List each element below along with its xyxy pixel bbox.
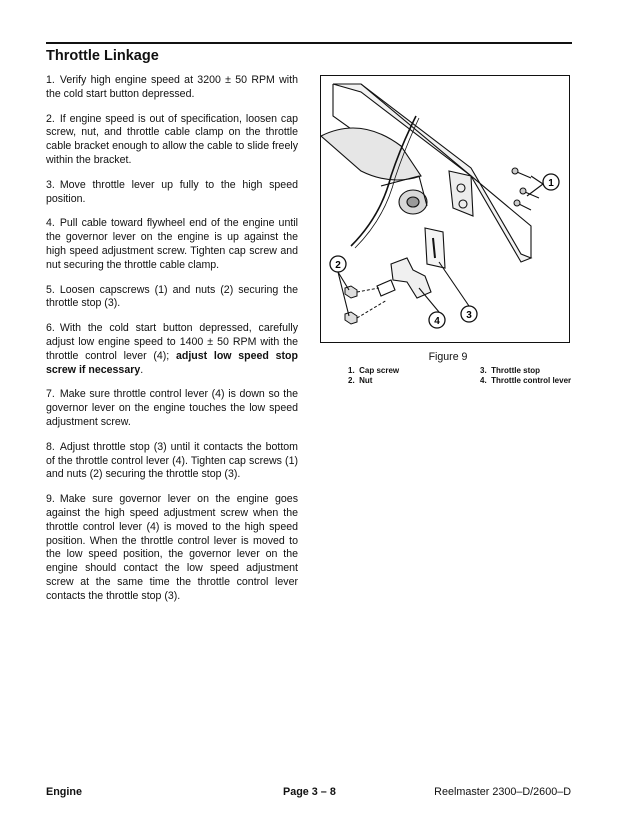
step-5: 5. Loosen capscrews (1) and nuts (2) securing the throttle stop (3).	[46, 283, 298, 310]
footer-section-name: Engine	[46, 786, 82, 798]
callout-4	[429, 312, 445, 328]
svg-text:2: 2	[335, 260, 341, 271]
step-2: 2. If engine speed is out of specification, loosen cap screw, nut, and throttle cable clamp on the throttle cable bracket enough to allow the cable to slide freely within the bracket.	[46, 112, 298, 166]
step-7: 7. Make sure throttle control lever (4) is down so the governor lever on the engine touches the low speed adjustment screw.	[46, 388, 298, 428]
callout-3	[461, 306, 477, 322]
callout-2	[330, 256, 346, 272]
section-rule	[46, 42, 572, 44]
figure-caption: Figure 9	[428, 351, 468, 363]
step-9: 9. Make sure governor lever on the engine goes against the high speed adjustment screw when the throttle control lever (4) is moved to the high speed position. When the throttle control lever is moved to the low speed position, the governor lever on the engine should contact the low speed adjustment screw at the same time the throttle control lever contacts the throttle stop (3).	[46, 493, 298, 602]
footer-manual-title: Reelmaster 2300–D/2600–D	[434, 786, 571, 798]
callout-1	[543, 174, 559, 190]
procedure-steps	[46, 74, 298, 615]
svg-text:3: 3	[466, 310, 472, 321]
figure-legend	[348, 366, 574, 386]
step-3: 3. Move throttle lever up fully to the high speed position.	[46, 178, 298, 205]
section-title: Throttle Linkage	[46, 48, 159, 64]
svg-text:1: 1	[548, 178, 554, 189]
legend-item-2: 2. Nut	[348, 376, 373, 385]
figure-9-illustration	[320, 75, 570, 343]
legend-item-4: 4. Throttle control lever	[480, 376, 572, 385]
step-4: 4. Pull cable toward flywheel end of the engine until the governor lever on the engine is up against the high speed adjustment screw. Tighten cap screw and nut securing the throttle cable clamp.	[46, 217, 298, 271]
throttle-linkage-drawing	[321, 76, 569, 342]
footer-page-number: Page 3 – 8	[283, 786, 336, 798]
step-8: 8. Adjust throttle stop (3) until it contacts the bottom of the throttle control lever (4). Tighten cap screws (1) and nuts (2) securing the throttle stop (3).	[46, 440, 298, 481]
step-6-emphasis: adjust low speed stop screw if necessary	[46, 349, 298, 376]
legend-item-1: 1. Cap screw	[348, 366, 400, 375]
legend-item-3: 3. Throttle stop	[480, 366, 541, 375]
svg-text:4: 4	[434, 316, 440, 327]
step-1: 1. Verify high engine speed at 3200 ± 50 RPM with the cold start button depressed.	[46, 74, 298, 100]
step-6: 6. With the cold start button depressed, carefully adjust low engine speed to 1400 ± 50 RPM with the throttle control lever (4); adjust low speed stop screw if necessary.	[46, 322, 298, 376]
